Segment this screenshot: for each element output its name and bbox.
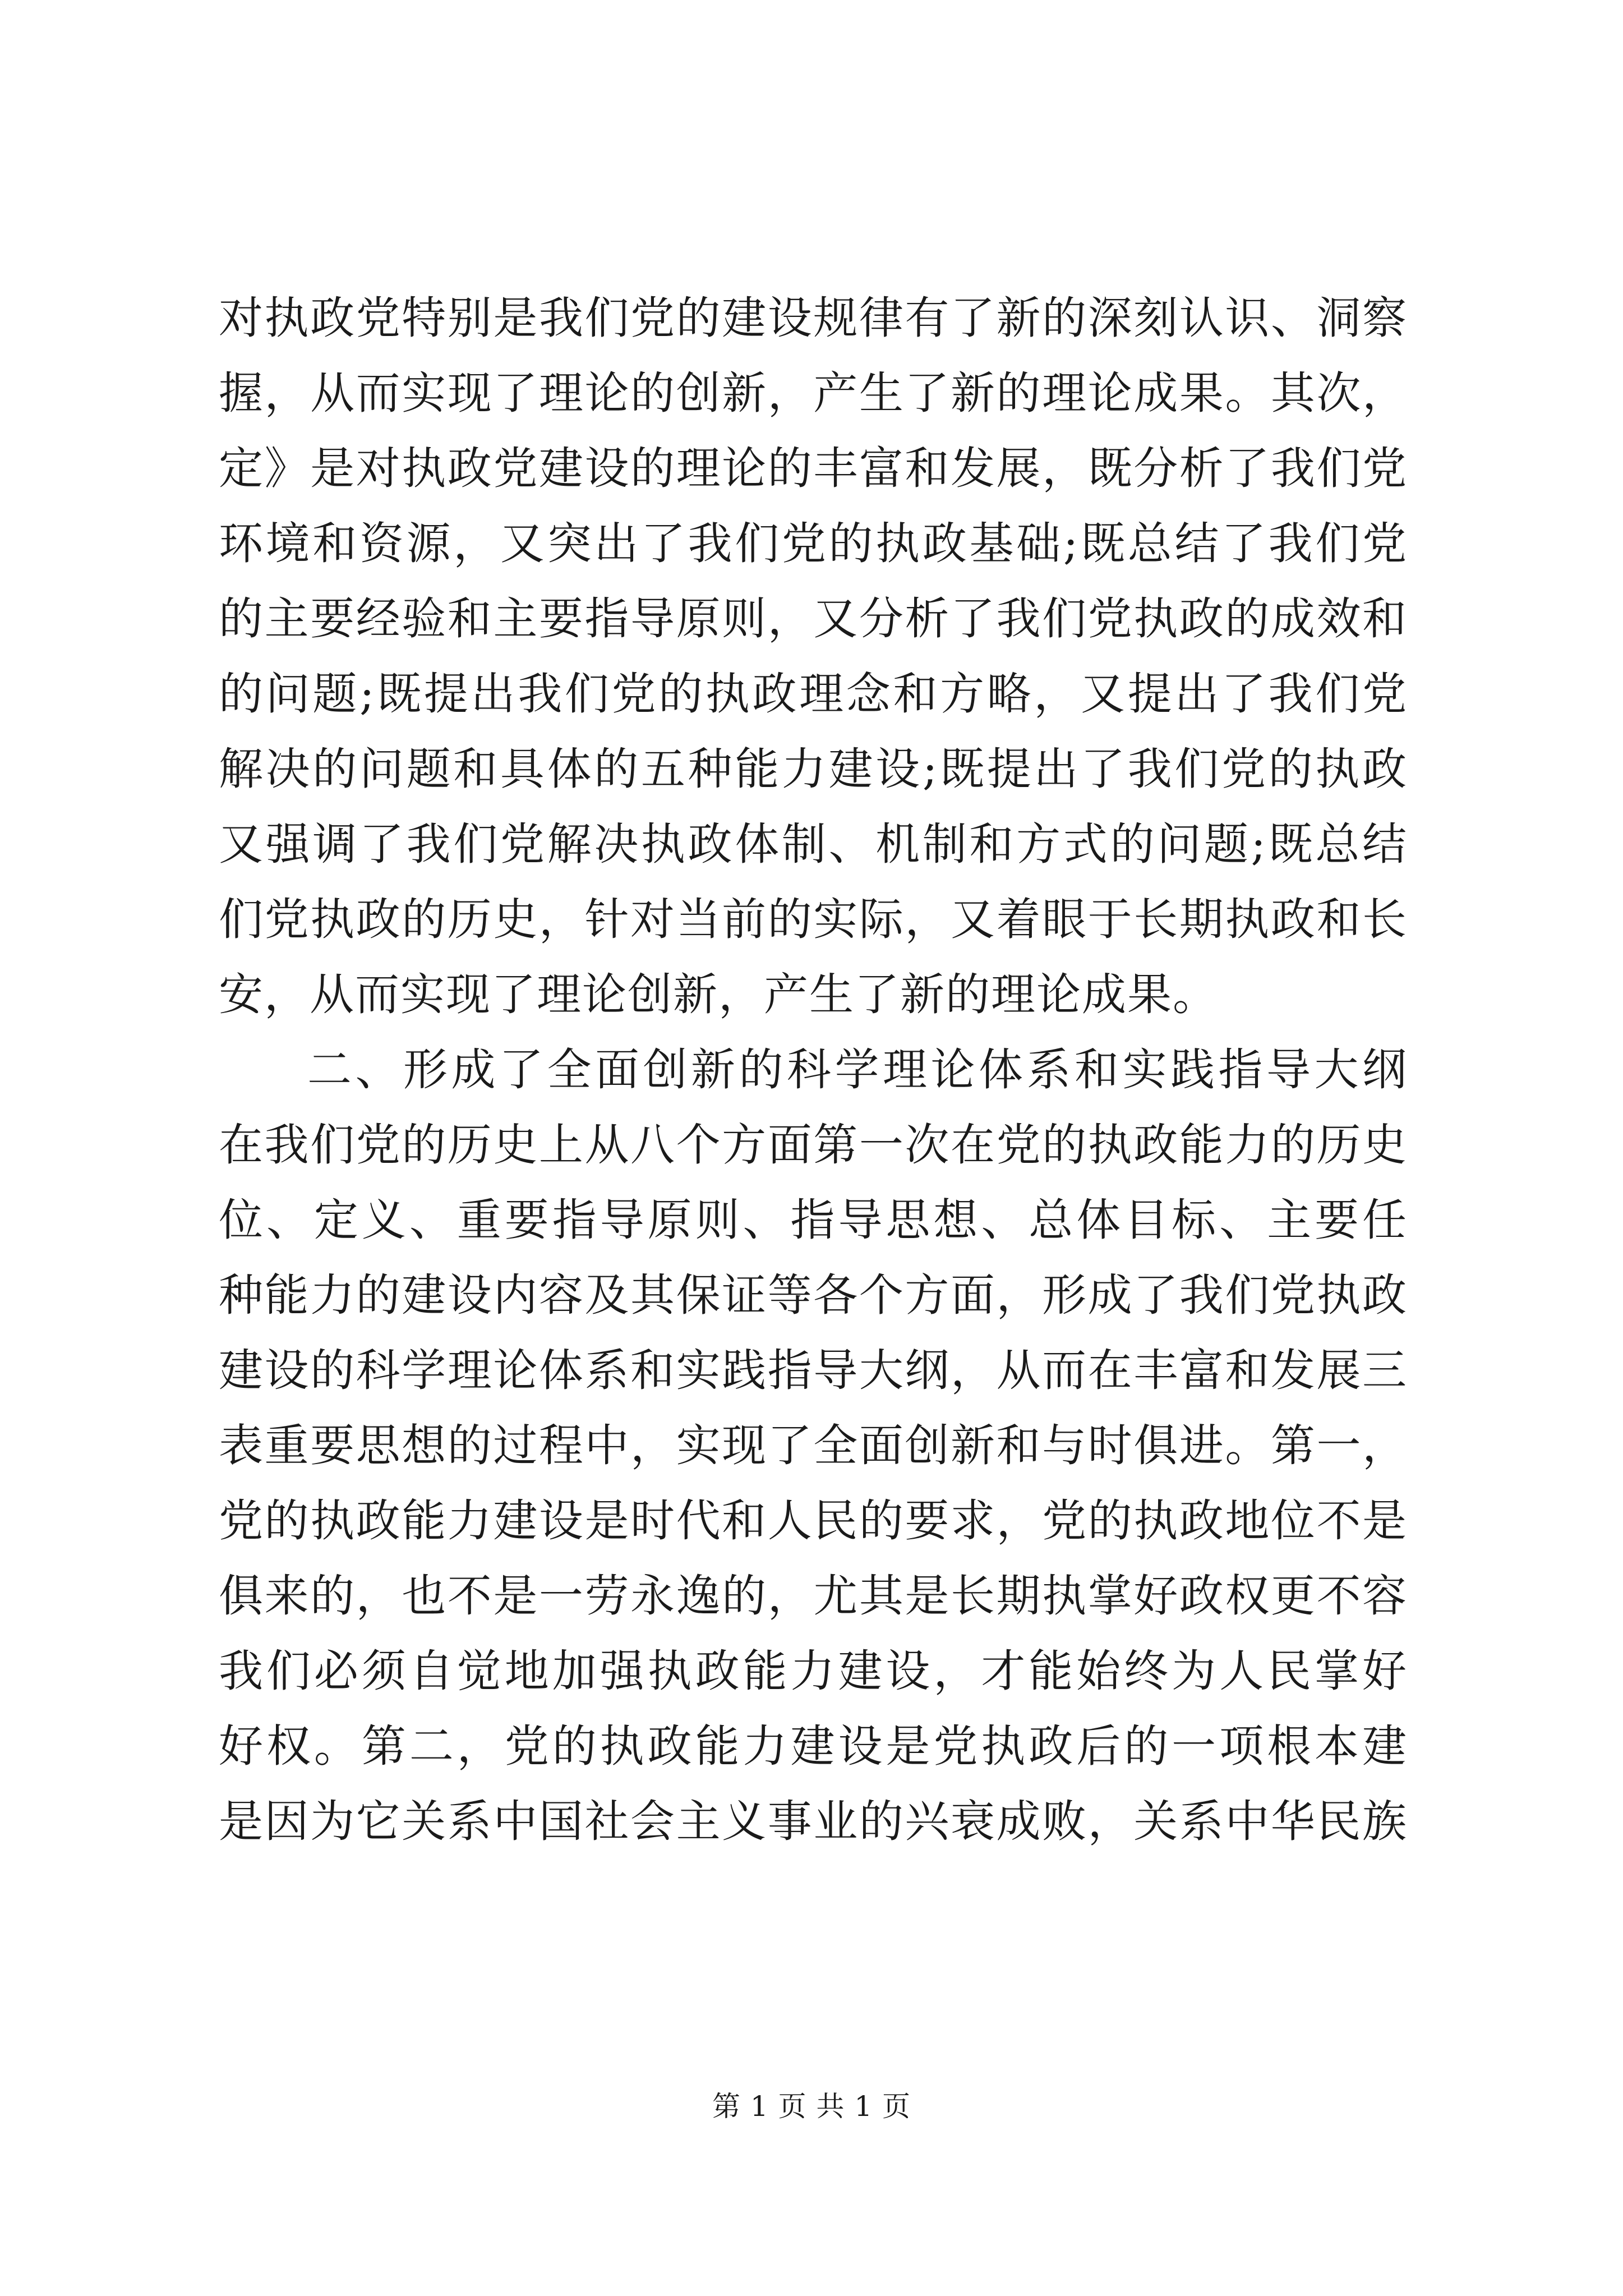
- text-line: 是因为它关系中国社会主义事业的兴衰成败，关系中华民族: [219, 1796, 1408, 1847]
- text-line: 们党执政的历史，针对当前的实际，又着眼于长期执政和长: [219, 894, 1408, 945]
- text-line: 我们必须自觉地加强执政能力建设，才能始终为人民掌好: [219, 1645, 1408, 1697]
- text-line: 环境和资源，又突出了我们党的执政基础;既总结了我们党: [219, 518, 1408, 569]
- text-line: 位、定义、重要指导原则、指导思想、总体目标、主要任: [219, 1194, 1408, 1246]
- page-number-footer: 第 1 页 共 1 页: [712, 2090, 911, 2123]
- document-body: [219, 280, 1408, 1859]
- text-line: 对执政党特别是我们党的建设规律有了新的深刻认识、洞察: [219, 292, 1408, 344]
- text-line: 握，从而实现了理论的创新，产生了新的理论成果。其次，: [219, 367, 1408, 419]
- text-line: 又强调了我们党解决执政体制、机制和方式的问题;既总结: [219, 818, 1408, 870]
- text-line: 的主要经验和主要指导原则，又分析了我们党执政的成效和: [219, 593, 1408, 645]
- text-line: 种能力的建设内容及其保证等各个方面，形成了我们党执政: [219, 1269, 1408, 1321]
- section-heading-line: 二、形成了全面创新的科学理论体系和实践指导大纲: [307, 1044, 1408, 1096]
- text-line: 表重要思想的过程中，实现了全面创新和与时俱进。第一，: [219, 1420, 1408, 1471]
- text-line: 党的执政能力建设是时代和人民的要求，党的执政地位不是: [219, 1495, 1408, 1547]
- text-line: 在我们党的历史上从八个方面第一次在党的执政能力的历史: [219, 1119, 1408, 1171]
- text-line: 解决的问题和具体的五种能力建设;既提出了我们党的执政: [219, 743, 1408, 795]
- text-line: 的问题;既提出我们党的执政理念和方略，又提出了我们党: [219, 668, 1408, 720]
- text-line: 定》是对执政党建设的理论的丰富和发展，既分析了我们党: [219, 443, 1408, 494]
- text-line: 好权。第二，党的执政能力建设是党执政后的一项根本建: [219, 1720, 1408, 1772]
- text-line: 俱来的，也不是一劳永逸的，尤其是长期执掌好政权更不容: [219, 1570, 1408, 1622]
- text-line: 建设的科学理论体系和实践指导大纲，从而在丰富和发展三: [219, 1345, 1408, 1396]
- text-line: 安，从而实现了理论创新，产生了新的理论成果。: [219, 969, 1218, 1020]
